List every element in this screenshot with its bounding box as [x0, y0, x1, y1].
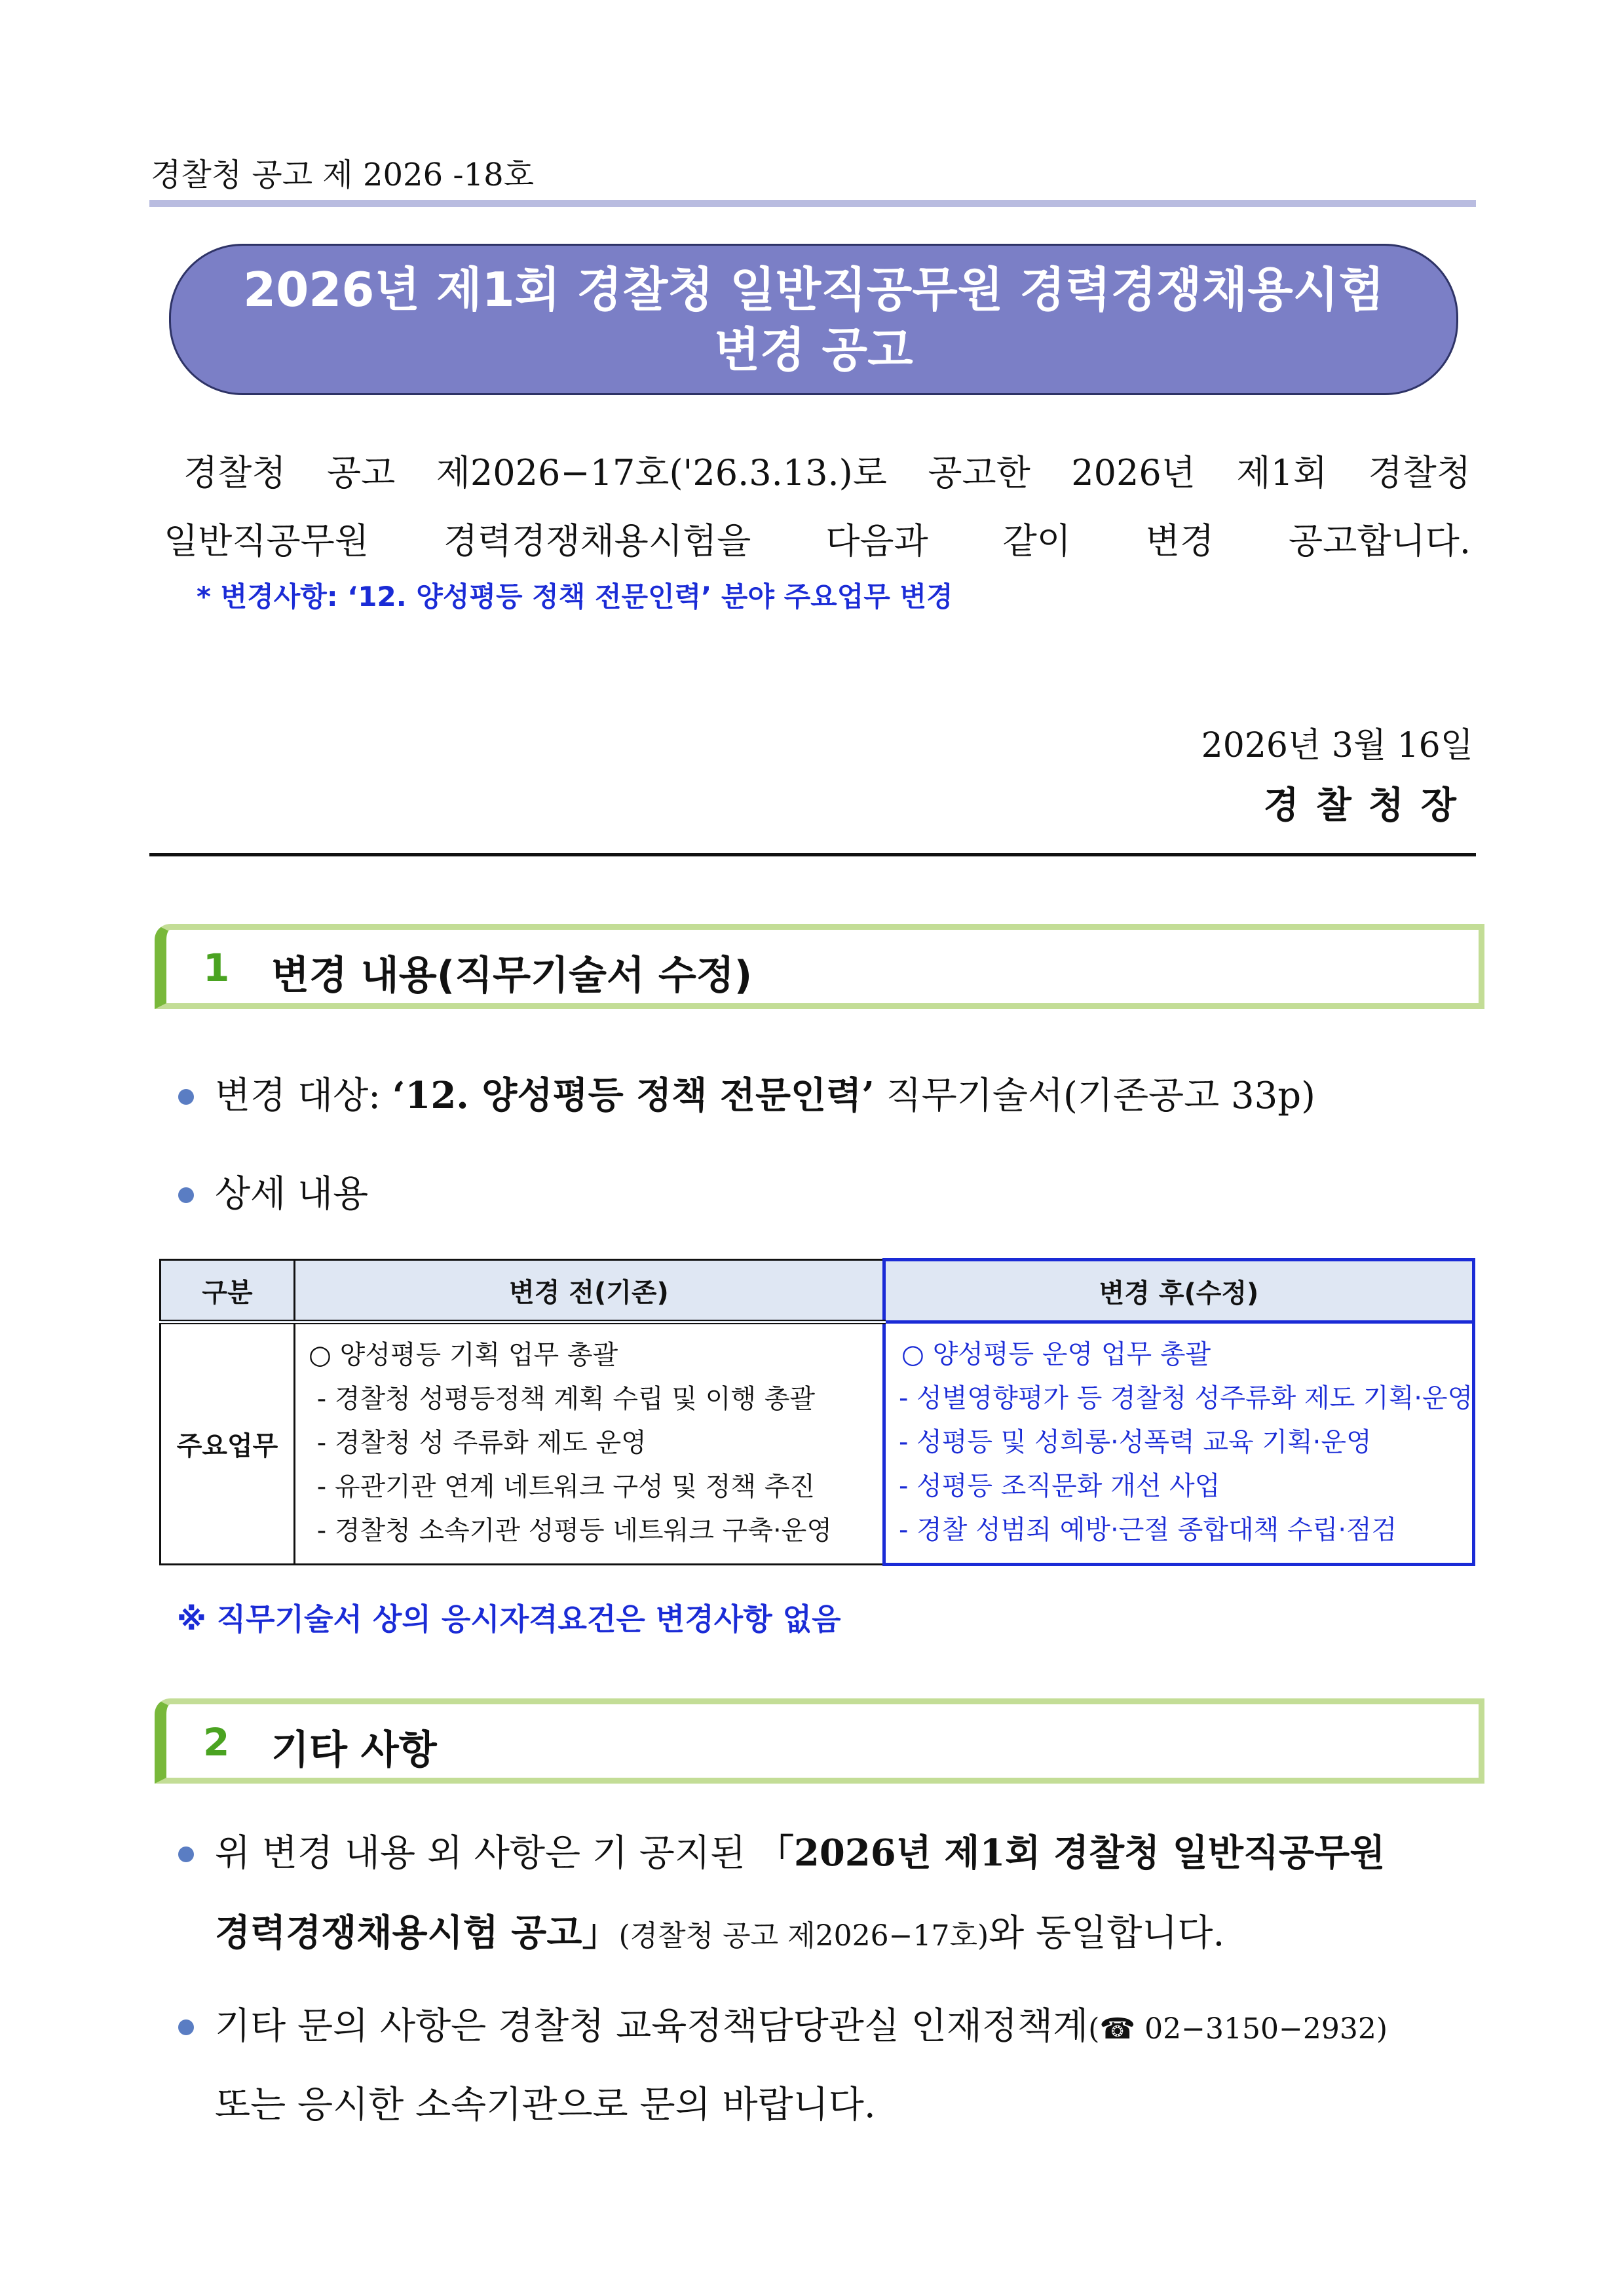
after-line: - 성평등 및 성희롱·성폭력 교육 기획·운영 — [899, 1427, 1372, 1457]
bullet-dot-icon — [178, 1846, 194, 1862]
section-1-title: 변경 내용(직무기술서 수정) — [271, 953, 753, 999]
bullet-dot-icon — [178, 1089, 194, 1105]
bullet-bold-text: 「2026년 제1회 경찰청 일반직공무원 — [757, 1831, 1386, 1875]
top-divider — [149, 200, 1476, 207]
before-line: - 경찰청 성평등정책 계획 수립 및 이행 총괄 — [309, 1384, 816, 1414]
title-banner — [169, 244, 1458, 395]
after-line: ○ 양성평등 운영 업무 총괄 — [901, 1339, 1211, 1369]
table-note: ※ 직무기술서 상의 응시자격요건은 변경사항 없음 — [177, 1601, 841, 1637]
section-1-header — [155, 924, 1484, 1009]
notice-number: 경찰청 공고 제 2026 -18호 — [151, 157, 535, 193]
before-line: ○ 양성평등 기획 업무 총괄 — [309, 1340, 618, 1370]
bullet-bold-text: 경력경쟁채용시험 공고」 — [215, 1911, 619, 1955]
before-line: - 경찰청 성 주류화 제도 운영 — [309, 1428, 647, 1458]
after-line: - 성별영향평가 등 경찰청 성주류화 제도 기획·운영 — [899, 1383, 1473, 1413]
change-detail-table — [159, 1258, 1475, 1566]
table-header-after: 변경 후(수정) — [884, 1260, 1474, 1322]
section-2-header — [155, 1698, 1484, 1784]
bullet-small-text: (경찰청 공고 제2026−17호) — [618, 1919, 989, 1953]
section-1-number: 1 — [203, 946, 230, 990]
title-line-1: 2026년 제1회 경찰청 일반직공무원 경력경쟁채용시험 — [243, 261, 1384, 317]
phone-number: (☎ 02−3150−2932) — [1088, 2012, 1388, 2046]
bullet-text: 기타 문의 사항은 경찰청 교육정책담당관실 인재정책계 — [215, 2005, 1089, 2048]
after-line: - 성평등 조직문화 개선 사업 — [899, 1471, 1220, 1501]
bullet-text: 변경 대상: — [215, 1075, 392, 1117]
section-2-number: 2 — [203, 1720, 230, 1765]
intro-paragraph — [164, 439, 1471, 575]
change-note: * 변경사항: ‘12. 양성평등 정책 전문인력’ 분야 주요업무 변경 — [197, 581, 953, 613]
before-line: - 경찰청 소속기관 성평등 네트워크 구축·운영 — [309, 1516, 832, 1546]
intro-line-2: 일반직공무원 경력경쟁채용시험을 다음과 같이 변경 공고합니다. — [164, 520, 1471, 562]
table-cell-after — [884, 1322, 1474, 1565]
table-header-before: 변경 전(기존) — [295, 1260, 884, 1322]
bullet-text: 위 변경 내용 외 사항은 기 공지된 — [215, 1832, 757, 1875]
bullet-bold-text: ‘12. 양성평등 정책 전문인력’ — [392, 1074, 875, 1117]
bullet-dot-icon — [178, 1187, 194, 1203]
notice-date: 2026년 3월 16일 — [1201, 726, 1473, 765]
after-line: - 경찰 성범죄 예방·근절 종합대책 수립·점검 — [899, 1515, 1397, 1545]
signer: 경찰청장 — [1263, 784, 1473, 827]
section-2-title: 기타 사항 — [271, 1727, 437, 1773]
bullet-text: 상세 내용 — [215, 1173, 369, 1215]
bullet-text-suffix: 와 동일합니다. — [989, 1912, 1225, 1955]
intro-line-1: 경찰청 공고 제2026−17호('26.3.13.)로 공고한 2026년 제1회 경찰청 — [183, 452, 1471, 493]
table-cell-before — [295, 1322, 884, 1565]
title-line-2: 변경 공고 — [714, 322, 913, 377]
table-header-category: 구분 — [161, 1260, 295, 1322]
bullet-text-suffix: 직무기술서(기존공고 33p) — [874, 1075, 1316, 1117]
table-row-label: 주요업무 — [161, 1322, 295, 1565]
bullet-continuation — [215, 1904, 1224, 1957]
before-line: - 유관기관 연계 네트워크 구성 및 정책 추진 — [309, 1472, 816, 1502]
bullet-dot-icon — [178, 2019, 194, 2035]
bullet-continuation: 또는 응시한 소속기관으로 문의 바랍니다. — [215, 2084, 876, 2126]
signature-divider — [149, 853, 1476, 856]
